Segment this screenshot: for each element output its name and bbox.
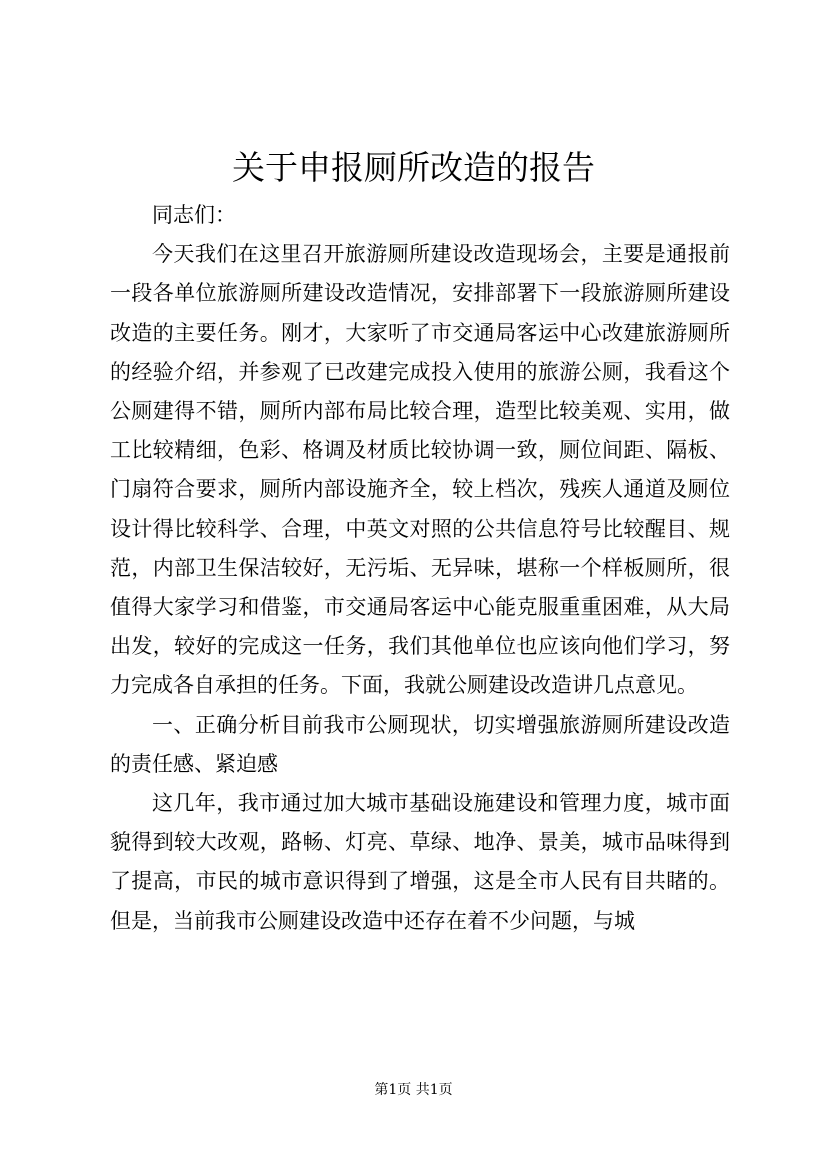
page-footer: 第1页 共1页 [374,1082,453,1098]
paragraph-section-1: 这几年，我市通过加大城市基础设施建设和管理力度，城市面貌得到较大改观，路畅、灯亮、草绿、地净、景美，城市品味得到了提高，市民的城市意识得到了增强，这是全市人民有目共睹的。但是，当前我市公厕建设改造中还存在着不少问题，与城 [110,791,730,933]
document-title: 关于申报厕所改造的报告 [232,148,595,187]
greeting: 同志们： [152,203,236,227]
paragraph-intro: 今天我们在这里召开旅游厕所建设改造现场会，主要是通报前一段各单位旅游厕所建设改造情况，安排部署下一段旅游厕所建设改造的主要任务。刚才，大家听了市交通局客运中心改建旅游厕所的经验介绍，并参观了已改建完成投入使用的旅游公厕，我看这个公厕建得不错，厕所内部布局比较合理，造型比较美观、实用，做工比较精细，色彩、格调及材质比较协调一致，厕位间距、隔板、门扇符合要求，厕所内部设施齐全，较上档次，残疾人通道及厕位设计得比较科学、合理，中英文对照的公共信息符号比较醒目、规范，内部卫生保洁较好，无污垢、无异味，堪称一个样板厕所，很值得大家学习和借鉴，市交通局客运中心能克服重重困难，从大局出发，较好的完成这一任务，我们其他单位也应该向他们学习，努力完成各自承担的任务。下面，我就公厕建设改造讲几点意见。 [110,242,730,698]
section-heading-1: 一、正确分析目前我市公厕现状，切实增强旅游厕所建设改造的责任感、紧迫感 [110,712,730,776]
document-body [110,196,730,941]
